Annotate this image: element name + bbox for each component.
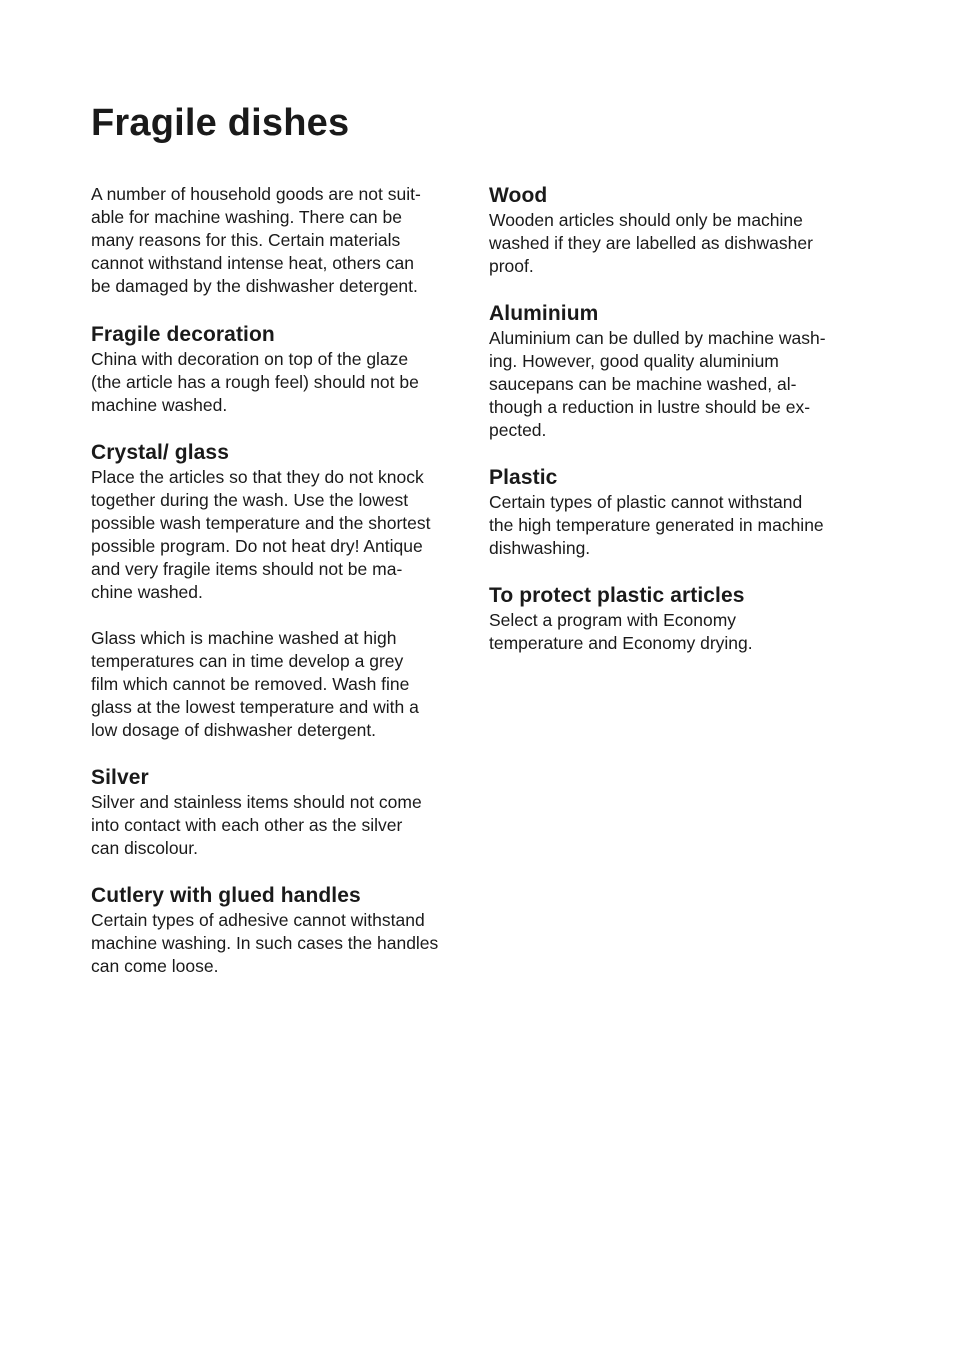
section-heading: Cutlery with glued handles: [91, 884, 361, 907]
section-heading: Silver: [91, 766, 149, 789]
section-paragraph: [489, 327, 869, 442]
text-line: be damaged by the dishwasher detergent.: [91, 276, 418, 296]
text-line: Wooden articles should only be machine: [489, 210, 803, 230]
text-line: many reasons for this. Certain materials: [91, 230, 401, 250]
text-line: possible wash temperature and the shortest: [91, 513, 431, 533]
text-line: glass at the lowest temperature and with a: [91, 697, 419, 717]
text-line: washed if they are labelled as dishwasher: [489, 233, 813, 253]
text-line: China with decoration on top of the glaze: [91, 349, 409, 369]
text-line: proof.: [489, 256, 534, 276]
text-line: machine washing. In such cases the handles: [91, 933, 439, 953]
text-line: A number of household goods are not suit-: [91, 184, 421, 204]
text-line: ing. However, good quality aluminium: [489, 351, 779, 371]
section-aluminium: [489, 301, 869, 442]
text-line: into contact with each other as the silver: [91, 815, 403, 835]
intro-section: [91, 183, 469, 298]
section-paragraph: [489, 491, 869, 560]
intro-paragraph: [91, 183, 469, 298]
right-column: [489, 183, 869, 678]
section-heading: Wood: [489, 184, 548, 207]
text-line: Silver and stainless items should not come: [91, 792, 422, 812]
section-heading: Crystal/ glass: [91, 441, 229, 464]
text-line: the high temperature generated in machine: [489, 515, 824, 535]
text-line: though a reduction in lustre should be ex-: [489, 397, 811, 417]
section-plastic: [489, 465, 869, 560]
text-line: dishwashing.: [489, 538, 591, 558]
section-paragraph: [91, 909, 469, 978]
section-heading: Aluminium: [489, 302, 599, 325]
text-line: possible program. Do not heat dry! Antique: [91, 536, 423, 556]
text-line: (the article has a rough feel) should not be: [91, 372, 419, 392]
section-heading: Plastic: [489, 466, 558, 489]
text-line: Certain types of adhesive cannot withstand: [91, 910, 425, 930]
text-line: low dosage of dishwasher detergent.: [91, 720, 377, 740]
text-line: and very fragile items should not be ma-: [91, 559, 403, 579]
text-line: saucepans can be machine washed, al-: [489, 374, 797, 394]
text-line: together during the wash. Use the lowest: [91, 490, 409, 510]
text-line: Certain types of plastic cannot withstand: [489, 492, 803, 512]
section-paragraph: [91, 627, 469, 742]
section-paragraph: [489, 209, 869, 278]
section-fragile-decoration: [91, 322, 469, 417]
text-line: Select a program with Economy: [489, 610, 737, 630]
section-paragraph: [91, 466, 469, 604]
section-protect-plastic-articles: [489, 583, 869, 655]
section-crystal-glass: [91, 440, 469, 742]
text-line: machine washed.: [91, 395, 228, 415]
section-silver: [91, 765, 469, 860]
text-line: film which cannot be removed. Wash fine: [91, 674, 410, 694]
text-line: can come loose.: [91, 956, 219, 976]
left-column: [91, 183, 469, 1001]
page-title: Fragile dishes: [91, 102, 350, 144]
text-line: Aluminium can be dulled by machine wash-: [489, 328, 826, 348]
section-wood: [489, 183, 869, 278]
text-line: Place the articles so that they do not knock: [91, 467, 424, 487]
text-line: can discolour.: [91, 838, 199, 858]
section-cutlery-glued-handles: [91, 883, 469, 978]
section-paragraph: [489, 609, 869, 655]
text-line: temperature and Economy drying.: [489, 633, 753, 653]
text-line: able for machine washing. There can be: [91, 207, 402, 227]
section-paragraph: [91, 348, 469, 417]
section-heading: To protect plastic articles: [489, 584, 745, 607]
text-line: Glass which is machine washed at high: [91, 628, 397, 648]
section-heading: Fragile decoration: [91, 323, 275, 346]
text-line: temperatures can in time develop a grey: [91, 651, 404, 671]
text-line: chine washed.: [91, 582, 203, 602]
text-line: pected.: [489, 420, 547, 440]
section-paragraph: [91, 791, 469, 860]
text-line: cannot withstand intense heat, others can: [91, 253, 414, 273]
